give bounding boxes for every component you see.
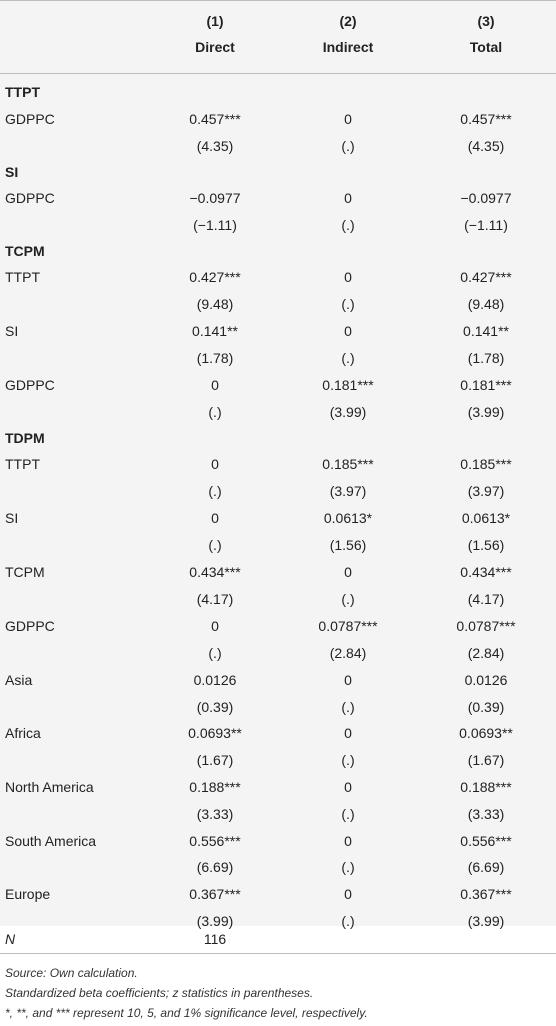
cell-indirect: 0.181*** bbox=[322, 377, 374, 393]
table-notes bbox=[5, 963, 368, 1023]
cell-total-z: (1.78) bbox=[467, 350, 505, 366]
cell-total: 0.185*** bbox=[460, 456, 512, 472]
section-ttpt: TTPT bbox=[5, 84, 40, 100]
cell-indirect: 0.0787*** bbox=[318, 618, 378, 634]
row-label: GDPPC bbox=[5, 377, 55, 393]
cell-total-z: (0.39) bbox=[467, 699, 505, 715]
table-top-rule bbox=[0, 0, 556, 1]
note-source: Source: Own calculation. bbox=[5, 966, 138, 980]
section-tdpm: TDPM bbox=[5, 430, 45, 446]
cell-indirect-z: (.) bbox=[341, 859, 355, 875]
cell-total-z: (3.33) bbox=[467, 806, 505, 822]
cell-direct-z: (.) bbox=[208, 483, 222, 499]
cell-total: 0.0126 bbox=[464, 672, 508, 688]
cell-direct: −0.0977 bbox=[189, 190, 241, 206]
cell-total: 0.0787*** bbox=[456, 618, 516, 634]
cell-indirect: 0 bbox=[344, 564, 352, 580]
cell-total: 0.556*** bbox=[460, 833, 512, 849]
n-label: N bbox=[5, 931, 16, 947]
cell-indirect-z: (3.99) bbox=[329, 404, 367, 420]
cell-direct-z: (3.99) bbox=[196, 913, 234, 929]
cell-direct-z: (−1.11) bbox=[193, 217, 237, 233]
cell-direct: 0 bbox=[211, 456, 219, 472]
cell-indirect: 0.0613* bbox=[323, 510, 373, 526]
cell-direct-z: (1.78) bbox=[196, 350, 234, 366]
row-label: TTPT bbox=[5, 269, 40, 285]
cell-direct-z: (6.69) bbox=[196, 859, 234, 875]
cell-indirect: 0 bbox=[344, 323, 352, 339]
cell-direct-z: (.) bbox=[208, 404, 222, 420]
cell-direct-z: (4.17) bbox=[196, 591, 234, 607]
cell-total-z: (2.84) bbox=[467, 645, 505, 661]
row-label: GDPPC bbox=[5, 618, 55, 634]
cell-indirect-z: (.) bbox=[341, 591, 355, 607]
cell-total-z: (9.48) bbox=[467, 296, 505, 312]
cell-indirect: 0 bbox=[344, 725, 352, 741]
cell-total-z: (3.99) bbox=[467, 404, 505, 420]
col1-number: (1) bbox=[206, 13, 224, 29]
cell-direct: 0.188*** bbox=[189, 779, 241, 795]
col2-number: (2) bbox=[339, 13, 357, 29]
cell-indirect-z: (1.56) bbox=[329, 537, 367, 553]
cell-direct: 0.457*** bbox=[189, 111, 241, 127]
cell-direct: 0.434*** bbox=[189, 564, 241, 580]
cell-total-z: (6.69) bbox=[467, 859, 505, 875]
cell-indirect-z: (.) bbox=[341, 217, 355, 233]
cell-total: 0.367*** bbox=[460, 886, 512, 902]
cell-indirect-z: (.) bbox=[341, 752, 355, 768]
cell-direct-z: (.) bbox=[208, 537, 222, 553]
cell-indirect-z: (.) bbox=[341, 699, 355, 715]
col2-header: Indirect bbox=[322, 39, 374, 55]
cell-direct-z: (0.39) bbox=[196, 699, 234, 715]
cell-direct: 0.367*** bbox=[189, 886, 241, 902]
cell-total: 0.0613* bbox=[461, 510, 511, 526]
cell-indirect-z: (3.97) bbox=[329, 483, 367, 499]
cell-total-z: (3.97) bbox=[467, 483, 505, 499]
col3-number: (3) bbox=[477, 13, 495, 29]
cell-indirect-z: (.) bbox=[341, 296, 355, 312]
cell-indirect-z: (.) bbox=[341, 913, 355, 929]
row-label: SI bbox=[5, 510, 19, 526]
cell-indirect: 0 bbox=[344, 672, 352, 688]
cell-direct: 0 bbox=[211, 618, 219, 634]
cell-direct-z: (4.35) bbox=[196, 138, 234, 154]
cell-indirect: 0 bbox=[344, 779, 352, 795]
cell-total: 0.188*** bbox=[460, 779, 512, 795]
cell-direct: 0 bbox=[211, 377, 219, 393]
cell-total: 0.181*** bbox=[460, 377, 512, 393]
cell-direct: 0 bbox=[211, 510, 219, 526]
cell-direct-z: (3.33) bbox=[196, 806, 234, 822]
cell-direct-z: (.) bbox=[208, 645, 222, 661]
row-label: Africa bbox=[5, 725, 41, 741]
cell-total-z: (4.17) bbox=[467, 591, 505, 607]
row-label: GDPPC bbox=[5, 190, 55, 206]
cell-indirect: 0 bbox=[344, 190, 352, 206]
cell-indirect: 0 bbox=[344, 886, 352, 902]
cell-indirect: 0 bbox=[344, 111, 352, 127]
col3-header: Total bbox=[469, 39, 503, 55]
row-label: GDPPC bbox=[5, 111, 55, 127]
row-label: Europe bbox=[5, 886, 51, 902]
cell-total: 0.0693** bbox=[459, 725, 513, 741]
cell-direct-z: (9.48) bbox=[196, 296, 234, 312]
cell-direct: 0.0693** bbox=[188, 725, 242, 741]
section-si: SI bbox=[5, 164, 19, 180]
header-rule bbox=[0, 73, 556, 74]
cell-direct-z: (1.67) bbox=[196, 752, 234, 768]
row-label: SI bbox=[5, 323, 19, 339]
cell-total-z: (3.99) bbox=[467, 913, 505, 929]
row-label: North America bbox=[5, 779, 94, 795]
cell-indirect-z: (.) bbox=[341, 138, 355, 154]
cell-direct: 0.556*** bbox=[189, 833, 241, 849]
note-significance: *, **, and *** represent 10, 5, and 1% significance level, respectively. bbox=[5, 1006, 368, 1020]
cell-total-z: (4.35) bbox=[467, 138, 505, 154]
cell-direct: 0.427*** bbox=[189, 269, 241, 285]
row-label: South America bbox=[5, 833, 97, 849]
cell-indirect-z: (2.84) bbox=[329, 645, 367, 661]
cell-direct: 0.141** bbox=[192, 323, 238, 339]
row-label: TCPM bbox=[5, 564, 45, 580]
cell-total: −0.0977 bbox=[460, 190, 512, 206]
cell-indirect: 0.185*** bbox=[322, 456, 374, 472]
col1-header: Direct bbox=[195, 39, 235, 55]
cell-total: 0.434*** bbox=[460, 564, 512, 580]
cell-total: 0.141** bbox=[463, 323, 509, 339]
cell-indirect-z: (.) bbox=[341, 806, 355, 822]
cell-total: 0.457*** bbox=[460, 111, 512, 127]
row-label: Asia bbox=[5, 672, 33, 688]
cell-total: 0.427*** bbox=[460, 269, 512, 285]
cell-indirect: 0 bbox=[344, 833, 352, 849]
cell-total-z: (1.56) bbox=[467, 537, 505, 553]
section-tcpm: TCPM bbox=[5, 243, 45, 259]
cell-direct: 0.0126 bbox=[193, 672, 237, 688]
cell-total-z: (−1.11) bbox=[464, 217, 508, 233]
n-value: 116 bbox=[203, 931, 227, 947]
cell-total-z: (1.67) bbox=[467, 752, 505, 768]
note-standardized: Standardized beta coefficients; z statistics in parentheses. bbox=[5, 986, 314, 1000]
cell-indirect-z: (.) bbox=[341, 350, 355, 366]
cell-indirect: 0 bbox=[344, 269, 352, 285]
row-label: TTPT bbox=[5, 456, 40, 472]
table-bottom-rule bbox=[0, 953, 556, 954]
